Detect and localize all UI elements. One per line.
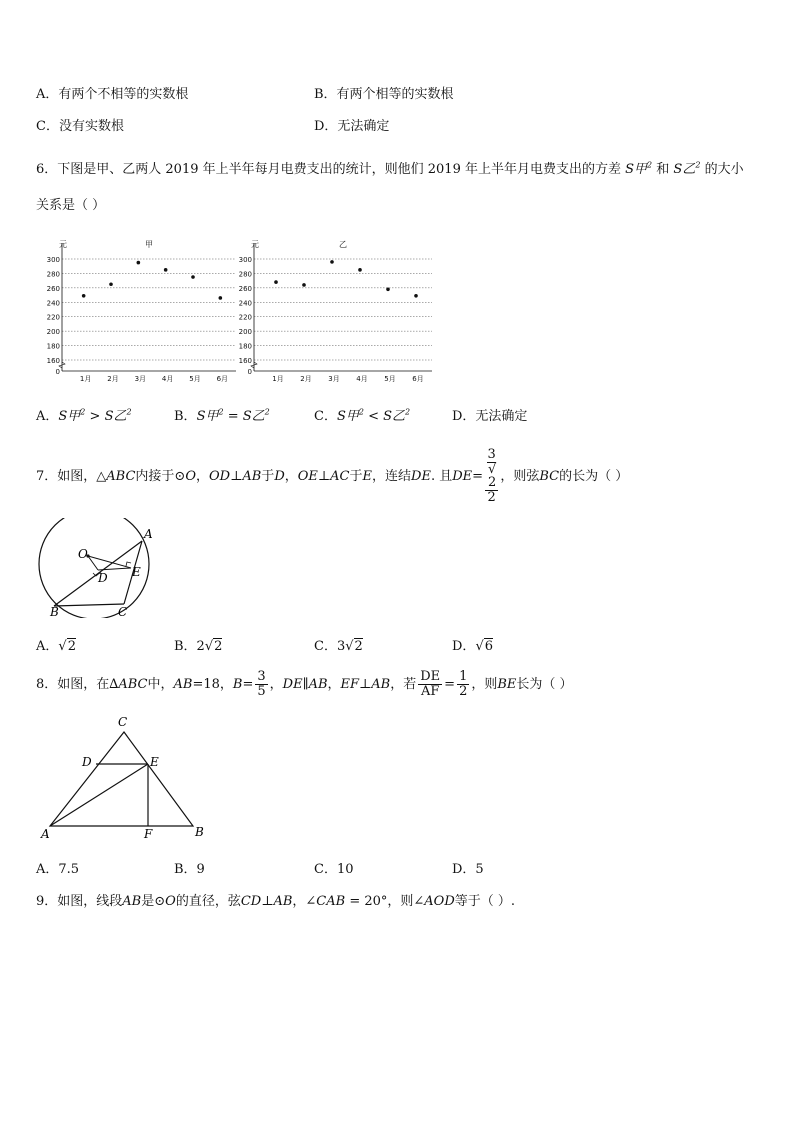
chart-title: 甲 [145,240,153,249]
x-tick-label: 6月 [412,375,424,383]
q6-option-a: A．S甲$^2$ > S乙$^2$ [36,407,132,424]
y-tick-label: 160 [46,357,60,365]
q6-option-d: D．无法确定 [452,409,528,424]
y-tick-label: 0 [247,368,252,376]
q7-option-c: C．3√2 [314,639,363,654]
y-tick-label: 280 [46,270,60,279]
q5-option-b: B．有两个相等的实数根 [314,87,454,102]
data-point [386,288,390,292]
q7-option-b: B．2√2 [174,639,223,654]
q7-right-angle-e [126,562,131,566]
x-tick-label: 4月 [161,375,174,383]
y-tick-label: 240 [238,299,252,308]
data-point [82,294,86,298]
y-tick-label: 260 [238,284,252,293]
y-tick-label: 160 [238,357,252,365]
q6-and: 和 [656,162,670,177]
q7-label-c: C [118,605,128,618]
x-tick-label: 6月 [216,375,229,383]
q8-label-c: C [118,715,128,729]
q6-stem-text: 6．下图是甲、乙两人 2019 年上半年每月电费支出的统计，则他们 2019 年上半年月电费支出的方差 [36,162,621,177]
y-tick-label: 220 [46,313,60,322]
y-tick-label: 200 [46,328,60,337]
q7-label-e: E [132,565,141,579]
chart-ylabel: 元 [59,240,67,249]
q8-option-b: B．9 [174,862,205,877]
q7-label-o: O [78,547,88,561]
q6-chart-jia [44,237,240,389]
data-point [358,268,362,272]
y-tick-label: 300 [46,256,60,264]
q8-figure [38,714,210,842]
data-point [137,261,141,265]
q8-stem: 8．如图，在∆ABC中，AB=18，B= $\frac{3}{5}$ ，DE∥AB，EF⊥AB，若 $\frac{DE}{AF}$ = $\frac{1}{2}$ ，则BE长为（ ） [36,669,573,699]
y-tick-label: 260 [46,284,60,293]
data-point [274,280,278,284]
q8-label-d: D [82,755,92,769]
q5-option-a: A．有两个不相等的实数根 [36,87,189,102]
q8-label-a: A [41,827,50,841]
y-tick-label: 240 [46,299,60,308]
data-point [219,296,223,300]
data-point [164,268,168,272]
y-tick-label: 220 [238,313,252,322]
y-tick-label: 0 [55,368,60,376]
q6-option-b: B．S甲$^2$ = S乙$^2$ [174,407,270,424]
x-tick-label: 2月 [107,375,119,383]
q7-label-a: A [144,527,153,541]
q7-option-d: D．√6 [452,639,494,654]
q9-stem: 9．如图，线段AB是⊙O的直径，弦CD⊥AB，∠CAB = 20°，则∠AOD等于（ ）. [36,894,516,909]
y-tick-label: 280 [238,270,252,279]
x-tick-label: 1月 [79,375,92,383]
q6-stem [36,158,744,177]
data-point [191,275,195,279]
x-tick-label: 5月 [189,375,201,383]
q8-ratio-fraction: $\frac{DE}{AF}$ [420,669,441,699]
x-tick-label: 3月 [134,375,147,383]
q7-figure [30,518,170,618]
q6-option-c: C．S甲$^2$ < S乙$^2$ [314,407,411,424]
q5-option-d: D．无法确定 [314,119,390,134]
data-point [414,294,418,298]
q8-half-fraction: $\frac{1}{2}$ [459,669,468,699]
y-tick-label: 200 [238,328,252,337]
q8-option-c: C．10 [314,862,354,877]
x-tick-label: 5月 [384,375,396,383]
q7-option-a: A．√2 [36,639,76,654]
q8-line-ae [50,764,148,826]
chart-title: 乙 [339,240,347,249]
y-tick-label: 300 [238,256,252,264]
data-point [302,283,306,287]
q7-stem: 7．如图，△ABC内接于⊙O，OD⊥AB于D，OE⊥AC于E，连结DE. 且DE= 3 √ 2 2 ，则弦BC的长为（ ） [36,447,629,505]
q6-variance-yi: S乙$^2$ [673,160,701,177]
x-tick-label: 1月 [272,375,284,383]
y-tick-label: 180 [46,342,60,351]
chart-ylabel: 元 [251,240,259,249]
data-point [109,282,113,286]
q8-option-d: D．5 [452,862,484,877]
x-tick-label: 4月 [356,375,368,383]
q7-label-d: D [98,571,108,585]
y-tick-label: 180 [238,342,252,351]
q8-label-f: F [144,827,153,841]
q6-variance-jia: S甲$^2$ [625,160,653,177]
q7-line-oe [88,556,131,568]
q6-chart-yi [236,237,436,389]
q7-line-bc [54,604,124,606]
q7-de-fraction: 3 √ 2 2 [485,448,498,505]
q6-stem-line2: 关系是（ ） [36,198,106,213]
q6-tail: 的大小 [704,162,744,177]
q8-option-a: A．7.5 [36,862,80,877]
q7-line-de [98,568,131,570]
q8-label-e: E [150,755,159,769]
q7-label-b: B [50,605,59,618]
x-tick-label: 2月 [300,375,312,383]
data-point [330,260,334,264]
q8-label-b: B [195,825,204,839]
x-tick-label: 3月 [328,375,340,383]
q8-cos-fraction: $\frac{3}{5}$ [257,669,266,699]
q5-option-c: C．没有实数根 [36,119,124,134]
